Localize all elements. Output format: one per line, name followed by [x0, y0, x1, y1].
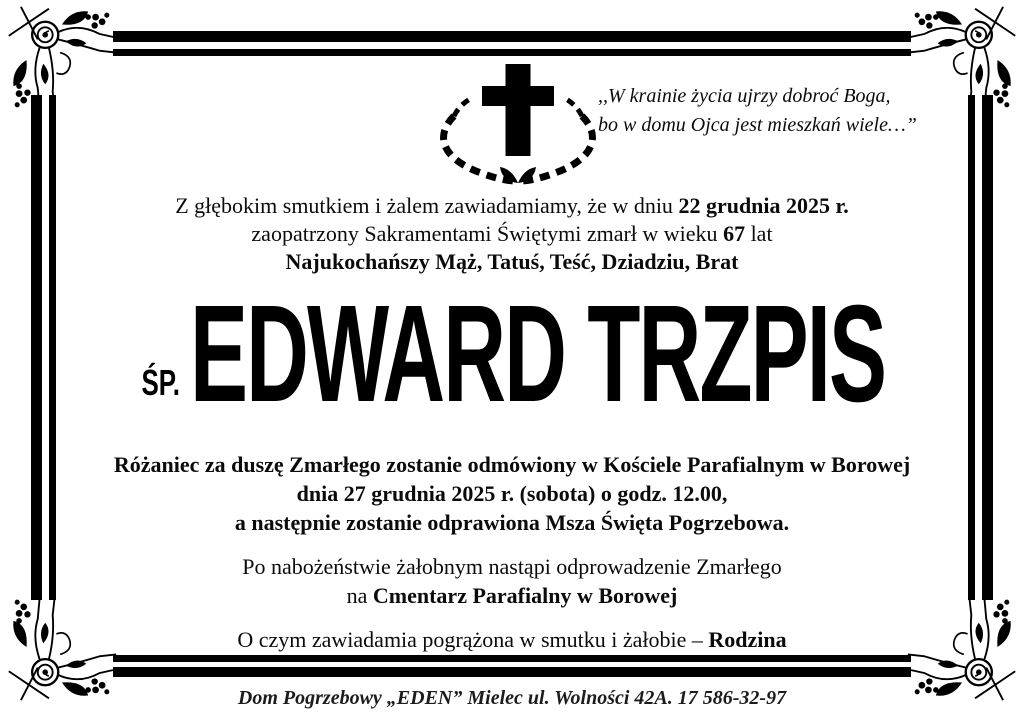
rosary-line-3: a następnie zostanie odprawiona Msza Święta Pogrzebowa. [234, 510, 790, 535]
cross-wreath-icon [428, 56, 608, 186]
death-announcement [60, 192, 964, 276]
deceased-name-row [0, 277, 1024, 431]
family-roles-line: Najukochańszy Mąż, Tatuś, Teść, Dziadziu, Brat [285, 249, 739, 274]
rosary-line-2: dnia 27 grudnia 2025 r. (sobota) o godz. 12.00, [296, 481, 728, 506]
rosary-line-1: Różaniec za duszę Zmarłego zostanie odmówiony w Kościele Parafialnym w Borowej [113, 452, 911, 477]
family-signature: Rodzina [708, 627, 787, 652]
announcement-line-2-text: zaopatrzony Sakramentami Świętymi zmarł w wieku [251, 221, 724, 246]
burial-details [60, 552, 964, 610]
procession-line-1: Po nabożeństwie żałobnym nastąpi odprowadzenie Zmarłego [242, 554, 782, 579]
announcement-line-1-text: Z głębokim smutkiem i żalem zawiadamiamy, że w dniu [175, 193, 679, 218]
closing-text: O czym zawiadamia pogrążona w smutku i żałobie – [237, 627, 709, 652]
procession-line-2-text: na [346, 583, 373, 608]
religious-quote [598, 82, 958, 140]
rosary-service-details [60, 450, 964, 537]
announcement-line-1 [60, 192, 964, 220]
frame-bottom-inner-line [113, 655, 911, 662]
funeral-home-footer: Dom Pogrzebowy „EDEN” Mielec ul. Wolności 42A. 17 586-32-97 [237, 687, 787, 709]
frame-top-outer-line [113, 31, 911, 42]
announcement-line-2-suffix: lat [745, 221, 773, 246]
sp-prefix: ŚP. [141, 362, 181, 403]
closing-line [60, 626, 964, 654]
frame-bottom-outer-line [113, 667, 911, 677]
announcement-line-2 [60, 220, 964, 248]
age-value: 67 [723, 221, 746, 246]
corner-floral-ornament-top-left [6, 4, 118, 116]
quote-line-1: ,,W krainie życia ujrzy dobroć Boga, [598, 85, 891, 107]
deceased-name-wrap [189, 277, 890, 431]
procession-line-2 [60, 581, 964, 610]
frame-top-inner-line [113, 49, 911, 56]
cemetery-name: Cmentarz Parafialny w Borowej [372, 583, 678, 608]
deceased-name: EDWARD TRZPIS [189, 277, 885, 431]
death-date: 22 grudnia 2025 r. [678, 193, 849, 218]
quote-line-2: bo w domu Ojca jest mieszkań wiele…” [598, 114, 917, 136]
